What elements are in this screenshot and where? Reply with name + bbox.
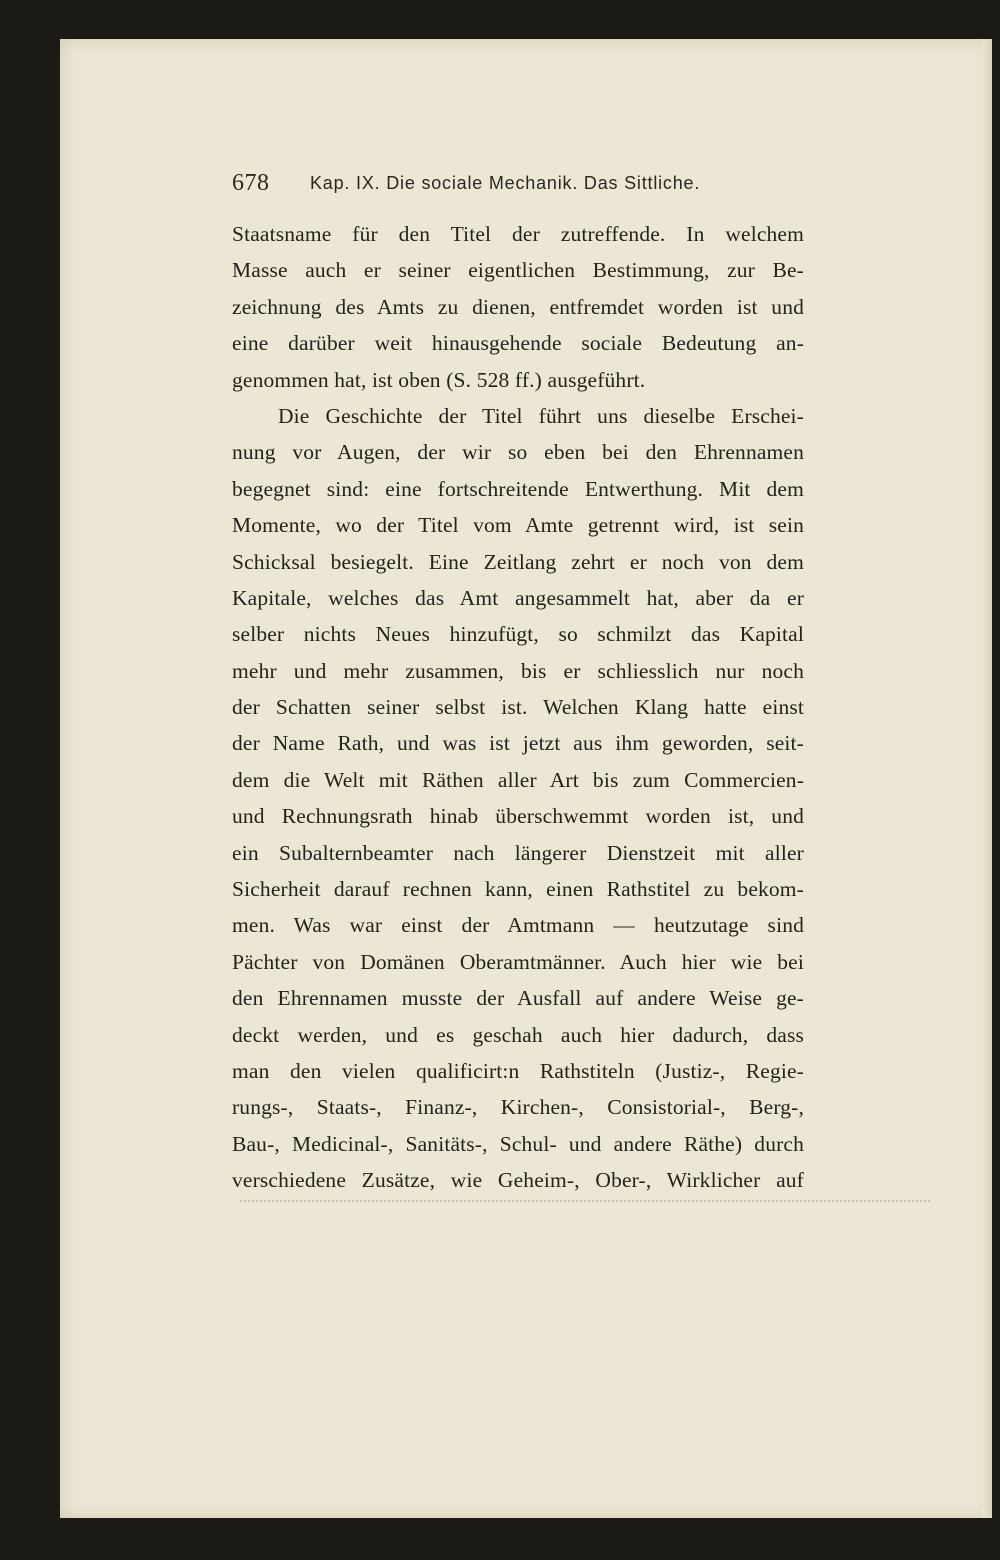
text-line: der Schatten seiner selbst ist. Welchen Klang hatte einst	[232, 695, 804, 720]
dotted-rule	[240, 1200, 930, 1202]
text-line: deckt werden, und es geschah auch hier dadurch, dass	[232, 1022, 804, 1047]
text-line: mehr und mehr zusammen, bis er schliesslich nur noch	[232, 658, 804, 683]
text-line: zeichnung des Amts zu dienen, entfremdet worden ist und	[232, 294, 804, 319]
text-line: rungs-, Staats-, Finanz-, Kirchen-, Consistorial-, Berg-,	[232, 1095, 804, 1120]
text-line: Masse auch er seiner eigentlichen Bestimmung, zur Be-	[232, 258, 804, 283]
text-line: genommen hat, ist oben (S. 528 ff.) ausgeführt.	[232, 367, 646, 392]
text-line: Bau-, Medicinal-, Sanitäts-, Schul- und andere Räthe) durch	[232, 1131, 804, 1156]
text-line: Kapitale, welches das Amt angesammelt hat, aber da er	[232, 585, 804, 610]
text-line: der Name Rath, und was ist jetzt aus ihm geworden, seit-	[232, 731, 804, 756]
text-line: Sicherheit darauf rechnen kann, einen Rathstitel zu bekom-	[232, 877, 804, 902]
text-line: ein Subalternbeamter nach längerer Dienstzeit mit aller	[232, 840, 804, 865]
page-number: 678	[232, 170, 270, 196]
text-line: man den vielen qualificirt:n Rathstiteln (Justiz-, Regie-	[232, 1058, 804, 1083]
page-edge	[982, 39, 992, 1518]
running-head	[232, 170, 774, 200]
text-line: Pächter von Domänen Oberamtmänner. Auch hier wie bei	[232, 949, 804, 974]
text-line: men. Was war einst der Amtmann — heutzutage sind	[232, 913, 804, 938]
text-line: Die Geschichte der Titel führt uns dieselbe Erschei-	[278, 403, 804, 428]
text-line: dem die Welt mit Räthen aller Art bis zum Commercien-	[232, 767, 804, 792]
text-line: verschiedene Zusätze, wie Geheim-, Ober-, Wirklicher auf	[232, 1168, 804, 1193]
text-line: selber nichts Neues hinzufügt, so schmilzt das Kapital	[232, 622, 804, 647]
text-line: begegnet sind: eine fortschreitende Entwerthung. Mit dem	[232, 476, 804, 501]
text-line: eine darüber weit hinausgehende sociale Bedeutung an-	[232, 331, 804, 356]
text-line: Momente, wo der Titel vom Amte getrennt wird, ist sein	[232, 513, 804, 538]
text-line: Schicksal besiegelt. Eine Zeitlang zehrt er noch von dem	[232, 549, 804, 574]
running-title: Kap. IX. Die sociale Mechanik. Das Sittliche.	[310, 173, 701, 193]
text-line: Staatsname für den Titel der zutreffende. In welchem	[232, 222, 804, 246]
text-line: nung vor Augen, der wir so eben bei den Ehrennamen	[232, 440, 804, 465]
text-line: den Ehrennamen musste der Ausfall auf andere Weise ge-	[232, 986, 804, 1011]
body-text	[232, 216, 804, 1199]
text-line: und Rechnungsrath hinab überschwemmt worden ist, und	[232, 804, 804, 829]
